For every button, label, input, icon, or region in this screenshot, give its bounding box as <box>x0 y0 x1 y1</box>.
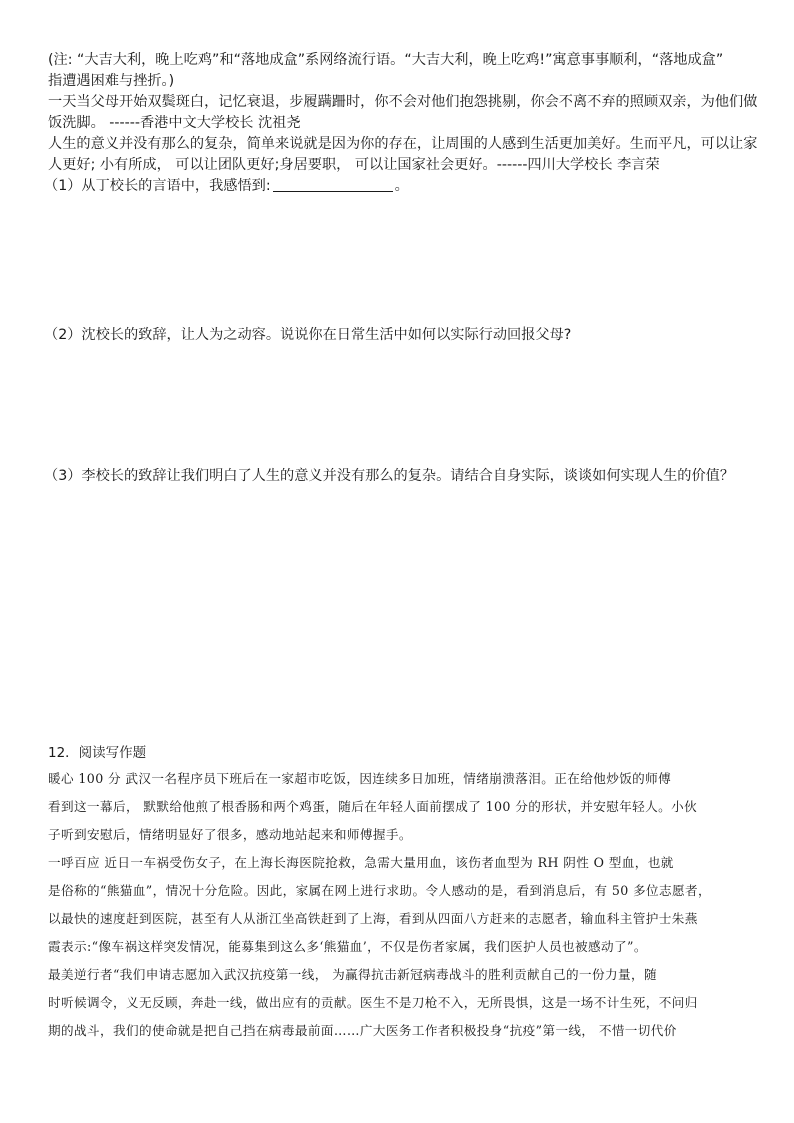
passage-line: 是俗称的“熊猫血”，情况十分危险。因此，家属在网上进行求助。令人感动的是，看到消息后，有 50 多位志愿者， <box>48 883 712 898</box>
question-3: （3）李校长的致辞让我们明白了人生的意义并没有那么的复杂。请结合自身实际，谈谈如何实现人生的价值？ <box>44 468 735 484</box>
section-12-heading: 12．阅读写作题 <box>48 745 147 761</box>
passage-line: 看到这一幕后， 默默给他煎了根香肠和两个鸡蛋，随后在年轻人面前摆成了 100 分的形状，并安慰年轻人。小伙 <box>48 799 698 814</box>
quote-li-line-1: 人生的意义并没有那么的复杂，简单来说就是因为你的存在，让周围的人感到生活更加美好。生而平凡，可以让家 <box>48 136 758 152</box>
quote-shen-line-1: 一天当父母开始双鬓斑白，记忆衰退，步履蹒跚时，你不会对他们抱怨挑剔，你会不离不弃的照顾双亲，为他们做 <box>48 94 758 110</box>
passage-line: 以最快的速度赶到医院，甚至有人从浙江坐高铁赶到了上海，看到从四面八方赶来的志愿者，输血科主管护士朱燕 <box>48 911 698 926</box>
quote-li-line-2: 人更好; 小有所成， 可以让团队更好;身居要职， 可以让国家社会更好。------四川大学校长 李言荣 <box>48 157 660 173</box>
question-1-suffix: 。 <box>394 178 409 194</box>
answer-blank[interactable] <box>273 177 393 192</box>
question-1 <box>44 176 756 197</box>
passage-line: 霞表示:“像车祸这样突发情况，能募集到这么多‘熊猫血’，不仅是伤者家属，我们医护人员也被感动了”。 <box>48 939 647 954</box>
note-line-1: (注: “大吉大利，晚上吃鸡”和“落地成盒”系网络流行语。“大吉大利，晚上吃鸡!”寓意事事顺利，“落地成盒” <box>48 52 724 68</box>
note-line-2: 指遭遇困难与挫折。) <box>48 73 175 89</box>
quote-shen-line-2: 饭洗脚。 ------香港中文大学校长 沈祖尧 <box>48 115 301 131</box>
passage-line: 最美逆行者“我们申请志愿加入武汉抗疫第一线， 为赢得抗击新冠病毒战斗的胜利贡献自己的一份力量，随 <box>48 967 657 982</box>
passage-line: 期的战斗，我们的使命就是把自己挡在病毒最前面……广大医务工作者积极投身“抗疫”第一线， 不惜一切代价 <box>48 1023 677 1038</box>
passage-line: 时听候调令，义无反顾，奔赴一线，做出应有的贡献。医生不是刀枪不入，无所畏惧，这是一场不计生死，不问归 <box>48 995 698 1010</box>
passage-line: 子听到安慰后，情绪明显好了很多，感动地站起来和师傅握手。 <box>48 827 412 842</box>
passage-line: 暖心 100 分 武汉一名程序员下班后在一家超市吃饭，因连续多日加班，情绪崩溃落泪。正在给他炒饭的师傅 <box>48 771 672 786</box>
passage-line: 一呼百应 近日一车祸受伤女子，在上海长海医院抢救，急需大量用血，该伤者血型为 RH 阴性 O 型血，也就 <box>48 855 674 870</box>
question-2: （2）沈校长的致辞，让人为之动容。说说你在日常生活中如何以实际行动回报父母? <box>44 327 572 343</box>
question-1-text: （1）从丁校长的言语中，我感悟到: <box>44 178 271 194</box>
